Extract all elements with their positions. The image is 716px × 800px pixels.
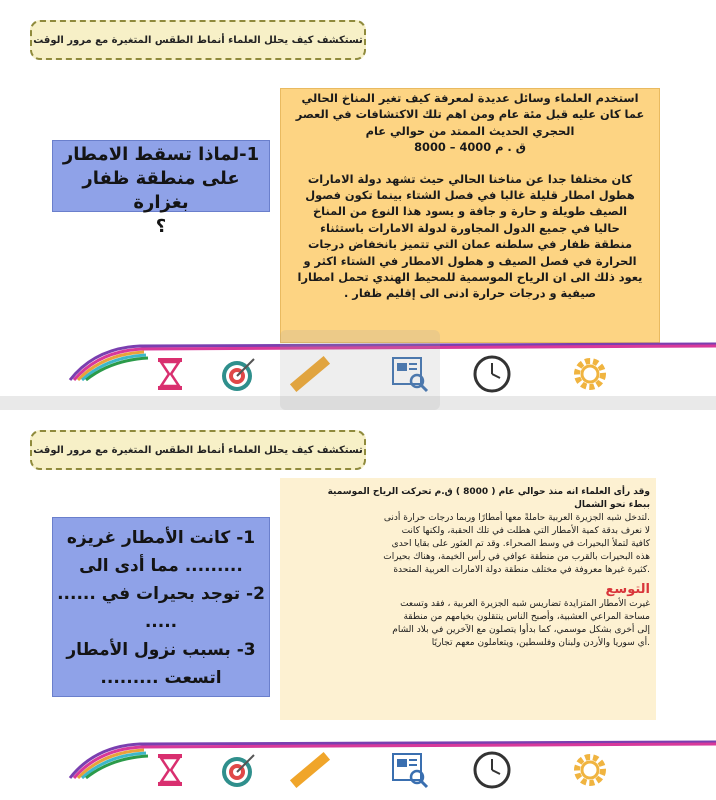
text-line: كان مختلفا جدا عن مناخنا الحالي حيث تشهد دولة الامارات — [307, 171, 633, 186]
text-line: الحرارة في فصل الصيف و هطول الامطار في الشتاء اكثر و — [303, 253, 637, 268]
reading-text-box — [280, 88, 660, 343]
question-line: على منطقة ظفار بغزارة — [82, 168, 240, 213]
objective-box — [30, 20, 366, 60]
ruler-icon — [290, 750, 330, 790]
question-line: 1- كانت الأمطار غريزه — [66, 528, 256, 548]
target-icon — [218, 354, 258, 394]
text-line: منطقة ظفار في سلطنه عمان التي تتميز بانخفاض درجات — [307, 237, 633, 252]
question-line: 3- بسبب نزول الأمطار — [66, 640, 256, 660]
reading-text-box — [280, 478, 656, 720]
text-line: ق . م 4000 – 8000 — [414, 140, 526, 155]
question-line: 2- توجد بحيرات في ...... — [57, 584, 265, 604]
text-line: عما كان عليه قبل مئة عام ومن اهم تلك الاكتشافات في العصر — [295, 107, 645, 122]
text-line: .أي سوريا والأردن ولبنان وفلسطين، ويتعاملون معهم تجاريًا — [431, 638, 650, 648]
intro-line: ببطء نحو الشمال — [574, 500, 650, 510]
watermark — [280, 330, 440, 410]
text-line: حاليا في جميع الدول المجاورة لدولة الامارات باستثناء — [320, 220, 620, 235]
document-search-icon — [390, 750, 430, 790]
text-line: .كثيرة غيرها معروفة في مختلف منطقة دولة الامارات العربية المتحدة — [393, 565, 650, 575]
text-line: هذه البحيرات بالقرب من منطقة عوافي في رأس الخيمة، وهناك بحيرات — [383, 552, 650, 562]
section-heading: التوسع — [605, 582, 650, 597]
hourglass-icon — [150, 750, 190, 790]
text-line: .لتدخل شبه الجزيرة العربية حاملةً معها أمطارًا وربما درجات حرارة أدنى — [383, 513, 650, 523]
text-line: مساحة المراعي العشبية، وأصبح الناس ينتقلون بخيامهم من منطقة — [403, 612, 650, 622]
objective-text: تستكشف كيف يحلل العلماء أنماط الطقس المتغيرة مع مرور الوقت — [33, 444, 363, 456]
text-line: لا نعرف بدقة كمية الأمطار التي هطلت في تلك الحقبة، ولكنها كانت — [401, 526, 650, 536]
text-line: استخدم العلماء وسائل عديدة لمعرفة كيف تغير المناخ الحالي — [301, 91, 639, 105]
objective-box — [30, 430, 366, 470]
text-line: الحجري الحديث الممتد من حوالي عام — [365, 123, 575, 138]
slide-2 — [0, 410, 716, 800]
spacer — [287, 156, 653, 171]
text-line: يعود ذلك الى ان الرياح الموسمية للمحيط الهندي تحمل امطارا — [297, 270, 643, 285]
question-line: اتسعت ......... — [100, 668, 222, 688]
hourglass-icon — [150, 354, 190, 394]
gear-icon — [570, 354, 610, 394]
clock-icon — [472, 750, 512, 790]
text-line: إلى أخرى بشكل موسمي، كما بدأوا يتصلون مع الآخرين في بلاد الشام — [392, 625, 650, 635]
intro-line: وقد رأى العلماء انه منذ حوالي عام ( 8000 ) ق.م تحركت الرياح الموسمية — [327, 487, 650, 497]
question-line: 1-لماذا تسقط الامطار — [62, 144, 260, 165]
text-line: الصيف طويلة و حارة و جافة و يسود هذا النوع من المناخ — [312, 204, 628, 219]
objective-text: تستكشف كيف يحلل العلماء أنماط الطقس المتغيرة مع مرور الوقت — [33, 34, 363, 46]
text-line: غيرت الأمطار المتزايدة تضاريس شبه الجزيرة العربية ، فقد وتسعت — [400, 599, 650, 609]
question-box — [52, 140, 270, 237]
clock-icon — [472, 354, 512, 394]
text-line: صيفية و درجات حرارة ادنى الى إقليم ظفار . — [344, 286, 596, 301]
gear-icon — [570, 750, 610, 790]
question-box — [52, 517, 270, 697]
question-line: ؟ — [155, 216, 167, 237]
question-line: ..... — [144, 612, 178, 632]
target-icon — [218, 750, 258, 790]
text-line: كافية لتملأ البحيرات في وسط الصحراء. وقد تم العثور على بقايا احدى — [391, 539, 650, 549]
text-line: هطول امطار قليلة غالبا في فصل الشتاء بينما تكون فصول — [305, 188, 635, 203]
question-line: ......... مما أدى الى — [79, 556, 243, 576]
